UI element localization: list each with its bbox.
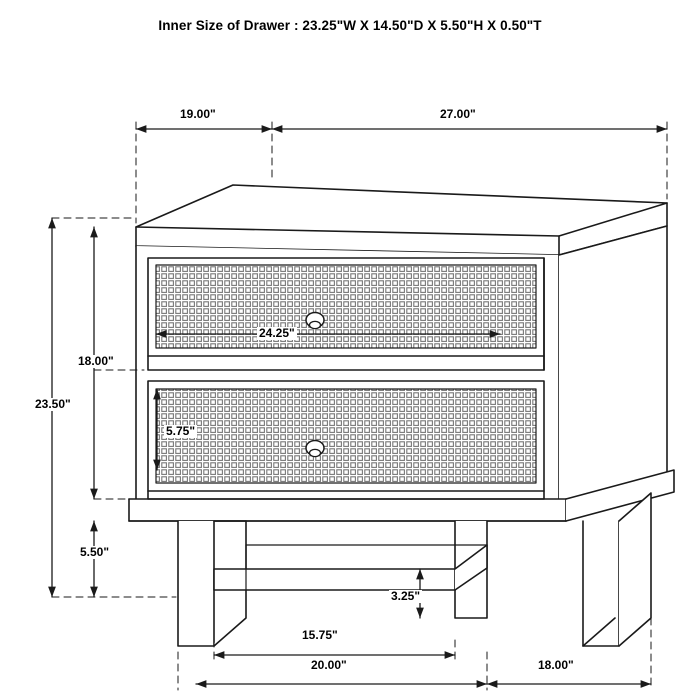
dim-label-top-right: 27.00" [440,107,476,121]
dim-label-drawer-height: 5.75" [166,424,196,438]
dim-label-bottom-left: 20.00" [311,658,347,672]
right-leg [583,521,619,646]
cabinet-plinth [129,499,566,521]
upper-drawer-mesh-panel [156,265,536,348]
dim-label-notch-height: 3.25" [391,589,421,603]
dim-label-drawer-width: 24.25" [259,326,295,340]
dim-label-top-left: 19.00" [180,107,216,121]
cabinet-top [136,185,667,255]
lower-drawer-mesh-panel [156,389,536,483]
page-title: Inner Size of Drawer : 23.25"W X 14.50"D X 5.50"H X 0.50"T [158,18,542,33]
base-stretcher [214,569,455,590]
cabinet-side-panel [559,226,667,516]
dim-label-left-upper: 18.00" [78,354,114,368]
dim-label-bottom-right: 18.00" [538,658,574,672]
dim-label-left-lower: 5.50" [80,545,110,559]
dim-label-inner-width: 15.75" [302,628,338,642]
dim-label-left-total: 23.50" [35,397,71,411]
left-leg [178,521,214,646]
